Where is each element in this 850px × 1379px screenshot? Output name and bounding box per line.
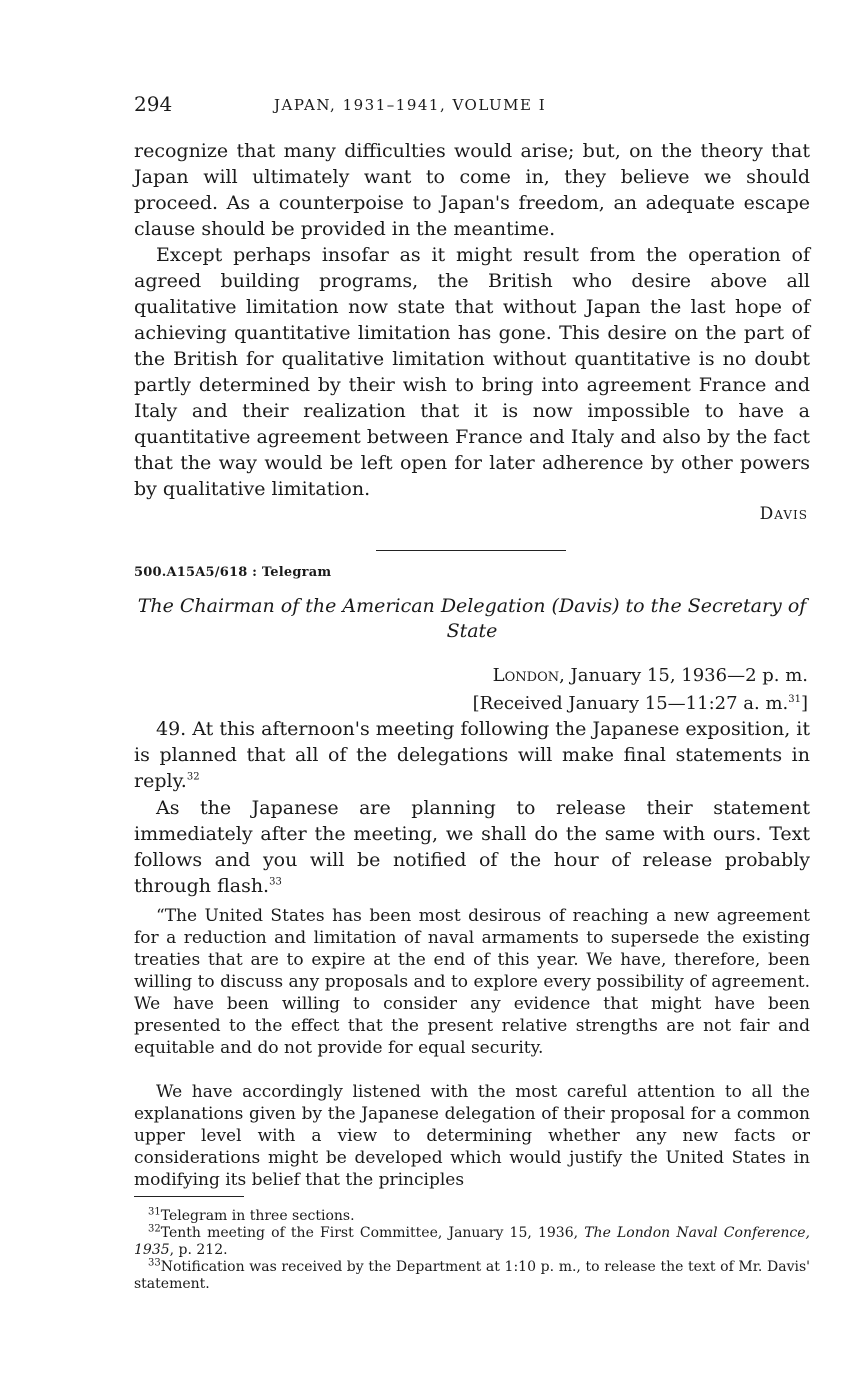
document-title: The Chairman of the American Delegation (Davis) to the Secretary of State bbox=[137, 595, 807, 642]
footnote: $^{32}$Tenth meeting of the First Committee, January 15, 1936, The London Naval Conference, 1935, p. 212. bbox=[134, 1223, 810, 1258]
quoted-statement: “The United States has been most desirous of reaching a new agreement for a reduction and limitation of naval armaments to supersede the existing treaties that are to expire at the end of this year. We have, therefore, been willing to discuss any proposals and to explore every possibility of agreement. We have been willing to consider any evidence that might have been presented to the effect that the present relative strengths are not fair and equitable and do not provide for equal security. bbox=[134, 906, 810, 1058]
body-paragraph: As the Japanese are planning to release their statement immediately after the meeting, we shall do the same with ours. Text follows and you will be notified of the hour of release probably through flash.$^{33}$ bbox=[134, 797, 810, 897]
running-head: JAPAN, 1931–1941, VOLUME I bbox=[274, 96, 547, 114]
file-reference: 500.A15A5/618 : Telegram bbox=[134, 565, 332, 580]
body-paragraph: recognize that many difficulties would arise; but, on the theory that Japan will ultimately want to come in, they believe we should proceed. As a counterpoise to Japan's freedom, an adequate escape clause should be provided in the meantime. bbox=[134, 140, 810, 240]
dateline-sent bbox=[473, 662, 808, 690]
signature: Davis bbox=[759, 504, 808, 524]
dateline-date: , January 15, 1936—2 p. m. bbox=[559, 665, 808, 686]
body-paragraph: 49. At this afternoon's meeting following the Japanese exposition, it is planned that all of the delegations will make final statements in reply.$^{32}$ bbox=[134, 718, 810, 792]
quoted-statement: We have accordingly listened with the most careful attention to all the explanations given by the Japanese delegation of their proposal for a common upper level with a view to determining whether any new facts or considerations might be developed which would justify the United States in modifying its belief that the principles bbox=[134, 1082, 810, 1190]
footnote: $^{33}$Notification was received by the Department at 1:10 p. m., to release the text of Mr. Davis' statement. bbox=[134, 1257, 810, 1292]
dateline-received: [Received January 15—11:27 a. m.$^{31}$] bbox=[472, 693, 808, 714]
section-divider bbox=[376, 550, 566, 551]
body-paragraph: Except perhaps insofar as it might result from the operation of agreed building programs, the British who desire above all qualitative limitation now state that without Japan the last hope of achieving quantitative limitation has gone. This desire on the part of the British for qualitative limitation without quantitative is no doubt partly determined by their wish to bring into agreement France and Italy and their realization that it is now impossible to have a quantitative agreement between France and Italy and also by the fact that the way would be left open for later adherence by other powers by qualitative limitation. bbox=[134, 244, 810, 500]
footnotes bbox=[134, 1208, 810, 1293]
dateline-city: London bbox=[492, 665, 560, 686]
footnote-divider bbox=[134, 1196, 244, 1197]
footnote-ref: 31 bbox=[788, 694, 801, 705]
footnote-ref: 32 bbox=[186, 771, 200, 783]
page-header bbox=[134, 92, 810, 118]
footnote-ref: 33 bbox=[269, 876, 282, 888]
page-number: 294 bbox=[134, 92, 173, 116]
footnote: $^{31}$Telegram in three sections. bbox=[148, 1206, 355, 1224]
dateline bbox=[473, 662, 808, 718]
